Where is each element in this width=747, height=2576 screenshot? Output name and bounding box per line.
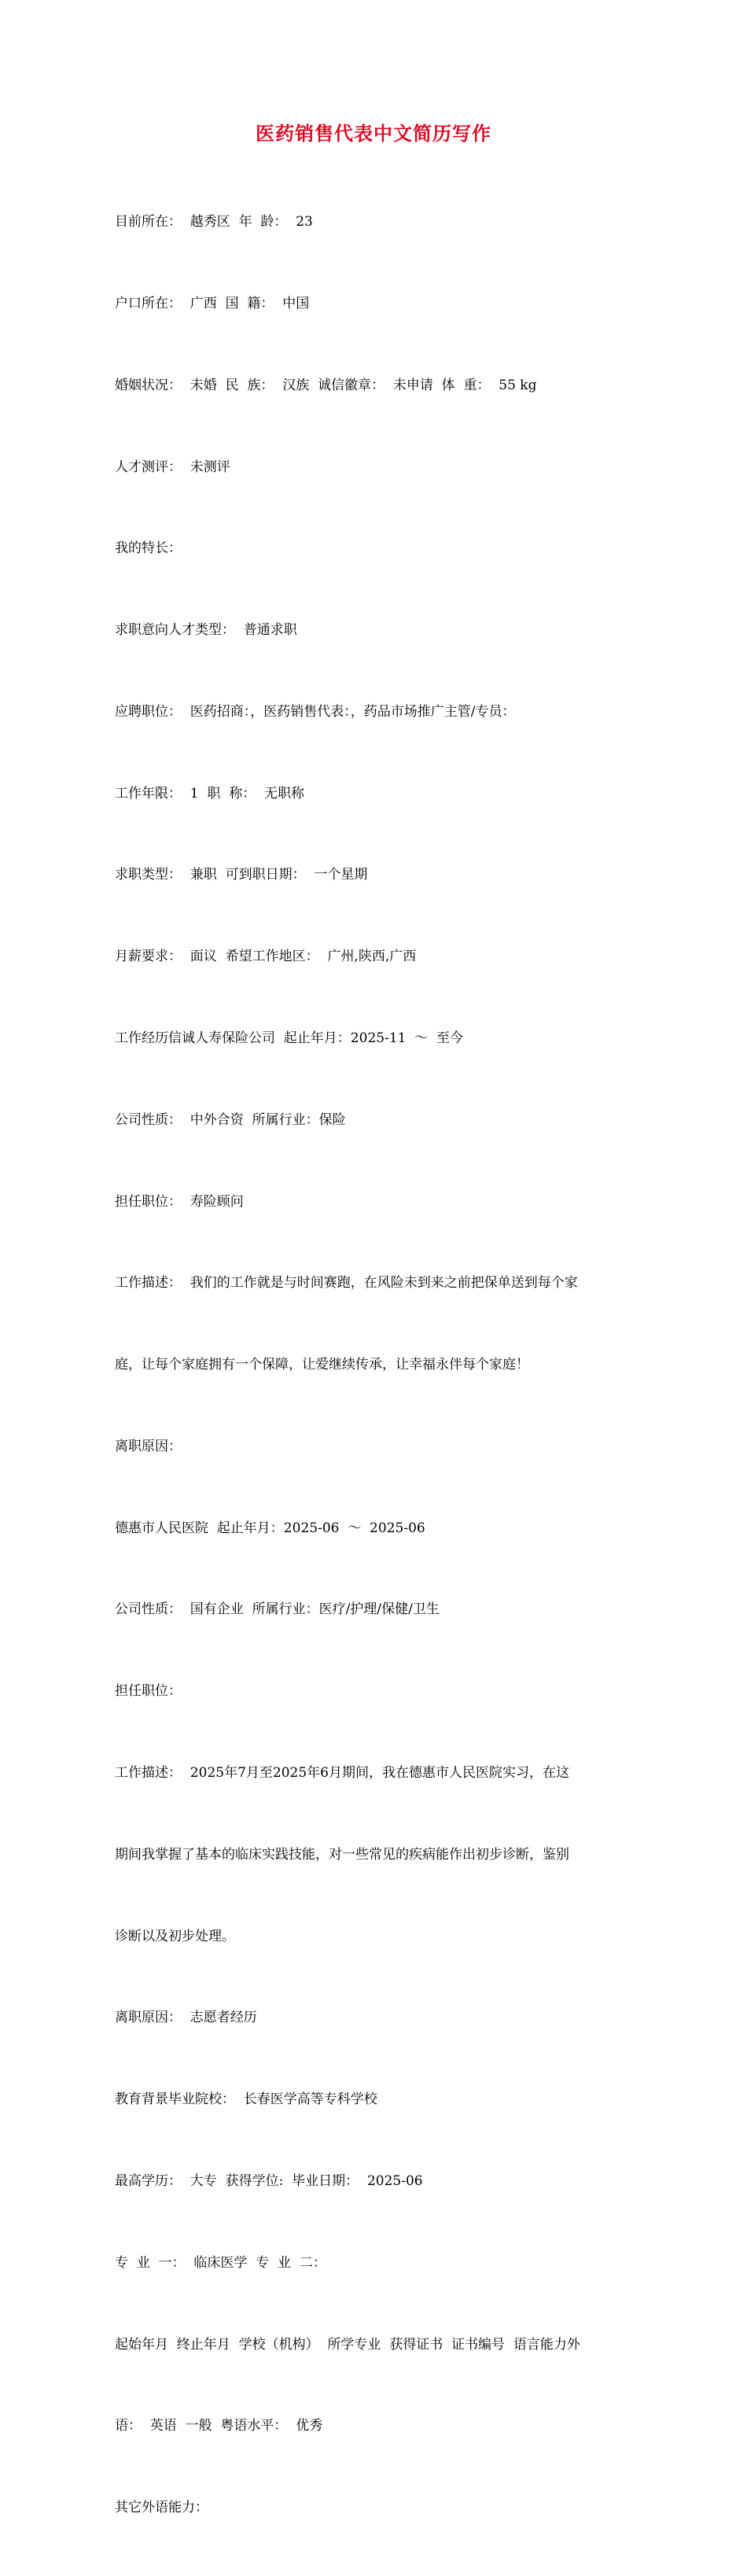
text-line: 求职意向人才类型： 普通求职: [115, 622, 297, 639]
text-line: 我的特长：: [115, 540, 182, 557]
text-line: 德惠市人民医院 起止年月：2025-06 ～ 2025-06: [115, 1520, 425, 1536]
text-line: 公司性质： 中外合资 所属行业：保险: [115, 1111, 346, 1128]
text-line: 求职类型： 兼职 可到职日期： 一个星期: [115, 867, 368, 883]
document-title: 医药销售代表中文简历写作: [256, 123, 491, 145]
text-line: 工作年限： 1 职 称： 无职称: [115, 785, 305, 802]
text-line: 诊断以及初步处理。: [115, 1928, 235, 1944]
text-line: 月薪要求： 面议 希望工作地区： 广州,陕西,广西: [115, 949, 417, 965]
text-line: 离职原因：: [115, 1438, 182, 1454]
text-line: 应聘职位： 医药招商：，医药销售代表：，药品市场推广主管/专员：: [115, 703, 516, 720]
text-line: 语： 英语 一般 粤语水平： 优秀: [115, 2418, 323, 2434]
text-line: 公司性质： 国有企业 所属行业：医疗/护理/保健/卫生: [115, 1601, 440, 1618]
text-line: 庭，让每个家庭拥有一个保障，让爱继续传承，让幸福永伴每个家庭！: [115, 1357, 529, 1373]
text-line: 起始年月 终止年月 学校（机构） 所学专业 获得证书 证书编号 语言能力外: [115, 2336, 580, 2353]
text-line: 户口所在： 广西 国 籍： 中国: [115, 295, 310, 311]
text-line: 担任职位： 寿险顾问: [115, 1193, 244, 1210]
text-line: 期间我掌握了基本的临床实践技能，对一些常见的疾病能作出初步诊断，鉴别: [115, 1846, 569, 1863]
text-line: 专 业 一： 临床医学 专 业 二：: [115, 2254, 326, 2271]
text-line: 工作经历信诚人寿保险公司 起止年月：2025-11 ～ 至今: [115, 1030, 464, 1046]
text-line: 工作描述： 我们的工作就是与时间赛跑，在风险未到来之前把保单送到每个家: [115, 1275, 578, 1292]
text-line: 婚姻状况： 未婚 民 族： 汉族 诚信徽章： 未申请 体 重： 55 kg: [115, 377, 537, 393]
text-line: 人才测评： 未测评: [115, 459, 230, 475]
text-line: 离职原因： 志愿者经历: [115, 2010, 257, 2026]
text-line: 其它外语能力：: [115, 2500, 208, 2516]
text-line: 最高学历： 大专 获得学位: 毕业日期： 2025-06: [115, 2172, 423, 2189]
resume-body: [115, 154, 638, 2576]
text-line: 担任职位：: [115, 1683, 182, 1700]
text-line: 目前所在： 越秀区 年 龄： 23: [115, 214, 313, 230]
text-line: 教育背景毕业院校： 长春医学高等专科学校: [115, 2091, 377, 2108]
text-line: 工作描述： 2025年7月至2025年6月期间，我在德惠市人民医院实习，在这: [115, 1765, 569, 1782]
